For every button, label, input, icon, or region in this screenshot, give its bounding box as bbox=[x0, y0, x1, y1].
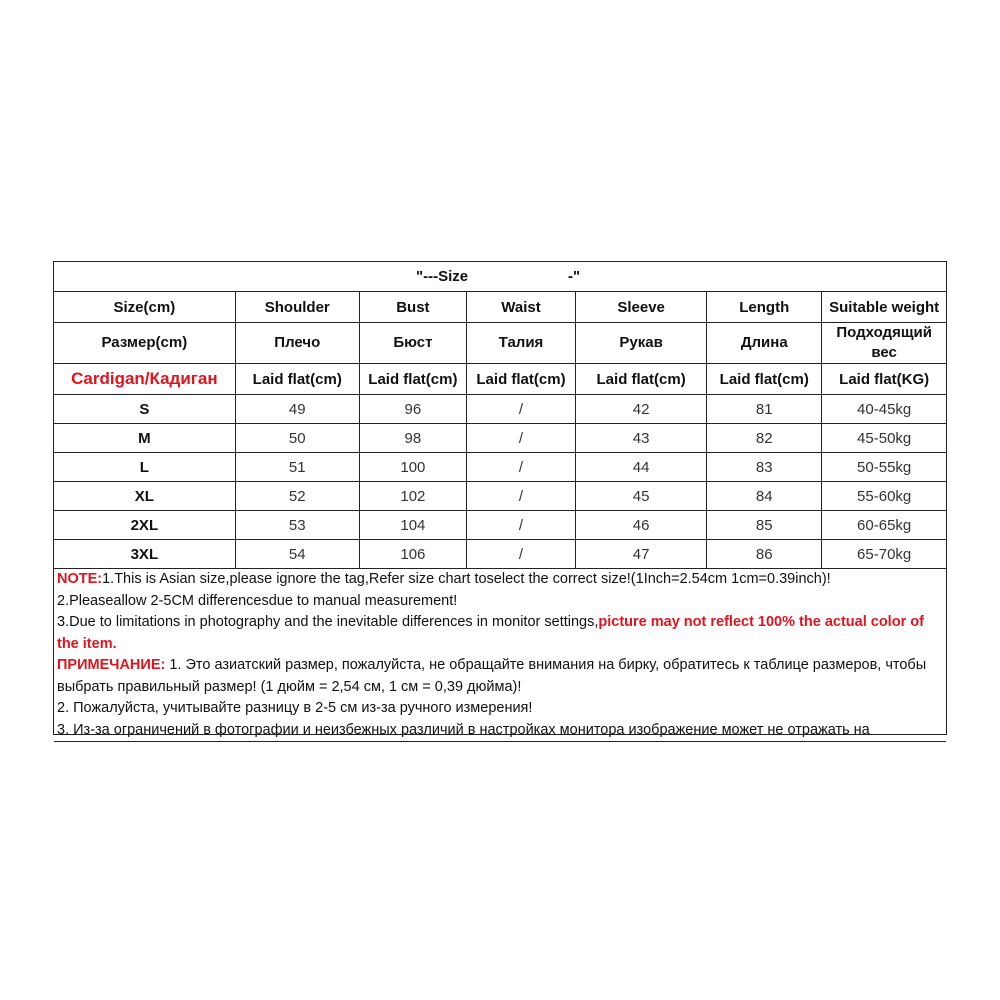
table-row bbox=[54, 453, 946, 482]
table-cell: 50 bbox=[235, 424, 359, 453]
header-cell: Suitable weight bbox=[822, 292, 946, 323]
table-cell: / bbox=[466, 511, 575, 540]
table-cell: 85 bbox=[707, 511, 822, 540]
table-cell: 86 bbox=[707, 540, 822, 569]
unit-cell: Laid flat(cm) bbox=[235, 364, 359, 395]
header-cell: Рукав bbox=[576, 323, 707, 364]
table-cell: 102 bbox=[359, 482, 466, 511]
table-row bbox=[54, 395, 946, 424]
note-en-3-text: 3.Due to limitations in photography and the inevitable differences in monitor settings, bbox=[57, 614, 599, 630]
table-cell: 106 bbox=[359, 540, 466, 569]
note-ru-1-text: 1. Это азиатский размер, пожалуйста, не обращайте внимания на бирку, обратитесь к таблице размеров, чтобы выбрать правильный размер! (1 дюйм = 2,54 см, 1 см = 0,39 дюйма)! bbox=[57, 657, 927, 695]
note-en-3 bbox=[57, 612, 943, 655]
table-cell: 84 bbox=[707, 482, 822, 511]
table-cell: 49 bbox=[235, 395, 359, 424]
note-ru-1 bbox=[57, 655, 943, 698]
table-cell: / bbox=[466, 482, 575, 511]
header-cell: Размер(cm) bbox=[54, 323, 235, 364]
table-cell: / bbox=[466, 453, 575, 482]
header-cell: Size(cm) bbox=[54, 292, 235, 323]
table-cell: 44 bbox=[576, 453, 707, 482]
table-cell: / bbox=[466, 540, 575, 569]
header-cell: Талия bbox=[466, 323, 575, 364]
unit-cell: Laid flat(cm) bbox=[576, 364, 707, 395]
size-label: 2XL bbox=[54, 511, 235, 540]
unit-cell: Laid flat(cm) bbox=[359, 364, 466, 395]
chart-title bbox=[54, 262, 946, 292]
table-row bbox=[54, 511, 946, 540]
table-cell: 50-55kg bbox=[822, 453, 946, 482]
header-row-en bbox=[54, 292, 946, 323]
table-cell: 42 bbox=[576, 395, 707, 424]
table-cell: 60-65kg bbox=[822, 511, 946, 540]
header-cell: Плечо bbox=[235, 323, 359, 364]
table-cell: 40-45kg bbox=[822, 395, 946, 424]
header-cell: Бюст bbox=[359, 323, 466, 364]
units-row bbox=[54, 364, 946, 395]
table-cell: 47 bbox=[576, 540, 707, 569]
size-table bbox=[54, 292, 946, 742]
notes bbox=[54, 569, 946, 741]
header-cell: Bust bbox=[359, 292, 466, 323]
header-cell: Shoulder bbox=[235, 292, 359, 323]
note-ru-label: ПРИМЕЧАНИЕ: bbox=[57, 657, 166, 673]
table-cell: 81 bbox=[707, 395, 822, 424]
table-cell: 45-50kg bbox=[822, 424, 946, 453]
table-cell: 82 bbox=[707, 424, 822, 453]
table-cell: 52 bbox=[235, 482, 359, 511]
table-cell: 104 bbox=[359, 511, 466, 540]
table-row bbox=[54, 482, 946, 511]
note-en-1 bbox=[57, 569, 943, 591]
table-cell: 100 bbox=[359, 453, 466, 482]
size-label: XL bbox=[54, 482, 235, 511]
note-ru-2: 2. Пожалуйста, учитывайте разницу в 2-5 см из-за ручного измерения! bbox=[57, 700, 533, 716]
title-left: "---Size bbox=[416, 268, 469, 285]
size-chart bbox=[53, 261, 947, 738]
size-label: S bbox=[54, 395, 235, 424]
table-row bbox=[54, 540, 946, 569]
table-cell: 98 bbox=[359, 424, 466, 453]
table-cell: 65-70kg bbox=[822, 540, 946, 569]
header-row-ru bbox=[54, 323, 946, 364]
unit-cell: Laid flat(cm) bbox=[707, 364, 822, 395]
product-label: Cardigan/Кадиган bbox=[54, 364, 235, 395]
size-label: L bbox=[54, 453, 235, 482]
title-right: -" bbox=[568, 268, 581, 285]
table-cell: 53 bbox=[235, 511, 359, 540]
unit-cell: Laid flat(KG) bbox=[822, 364, 946, 395]
table-row bbox=[54, 424, 946, 453]
note-en-3-warning: picture may not reflect 100% the actual color of the item. bbox=[57, 614, 924, 652]
table-cell: 46 bbox=[576, 511, 707, 540]
table-cell: / bbox=[466, 395, 575, 424]
note-ru-3: 3. Из-за ограничений в фотографии и неизбежных различий в настройках монитора изображение может не отражать на bbox=[57, 721, 870, 738]
header-cell: Подходящий вес bbox=[822, 323, 946, 364]
unit-cell: Laid flat(cm) bbox=[466, 364, 575, 395]
header-cell: Длина bbox=[707, 323, 822, 364]
note-label: NOTE: bbox=[57, 571, 103, 587]
table-cell: 54 bbox=[235, 540, 359, 569]
notes-row bbox=[54, 569, 946, 742]
note-en-1-text: 1.This is Asian size,please ignore the tag,Refer size chart toselect the correct size!(1Inch=2.54cm 1cm=0.39inch)! bbox=[102, 571, 831, 587]
table-cell: 45 bbox=[576, 482, 707, 511]
table-cell: 83 bbox=[707, 453, 822, 482]
table-cell: 43 bbox=[576, 424, 707, 453]
table-cell: / bbox=[466, 424, 575, 453]
header-cell: Sleeve bbox=[576, 292, 707, 323]
size-label: 3XL bbox=[54, 540, 235, 569]
size-label: M bbox=[54, 424, 235, 453]
note-en-2: 2.Pleaseallow 2-5CM differencesdue to manual measurement! bbox=[57, 592, 458, 609]
table-cell: 96 bbox=[359, 395, 466, 424]
header-cell: Length bbox=[707, 292, 822, 323]
table-cell: 51 bbox=[235, 453, 359, 482]
table-cell: 55-60kg bbox=[822, 482, 946, 511]
header-cell: Waist bbox=[466, 292, 575, 323]
